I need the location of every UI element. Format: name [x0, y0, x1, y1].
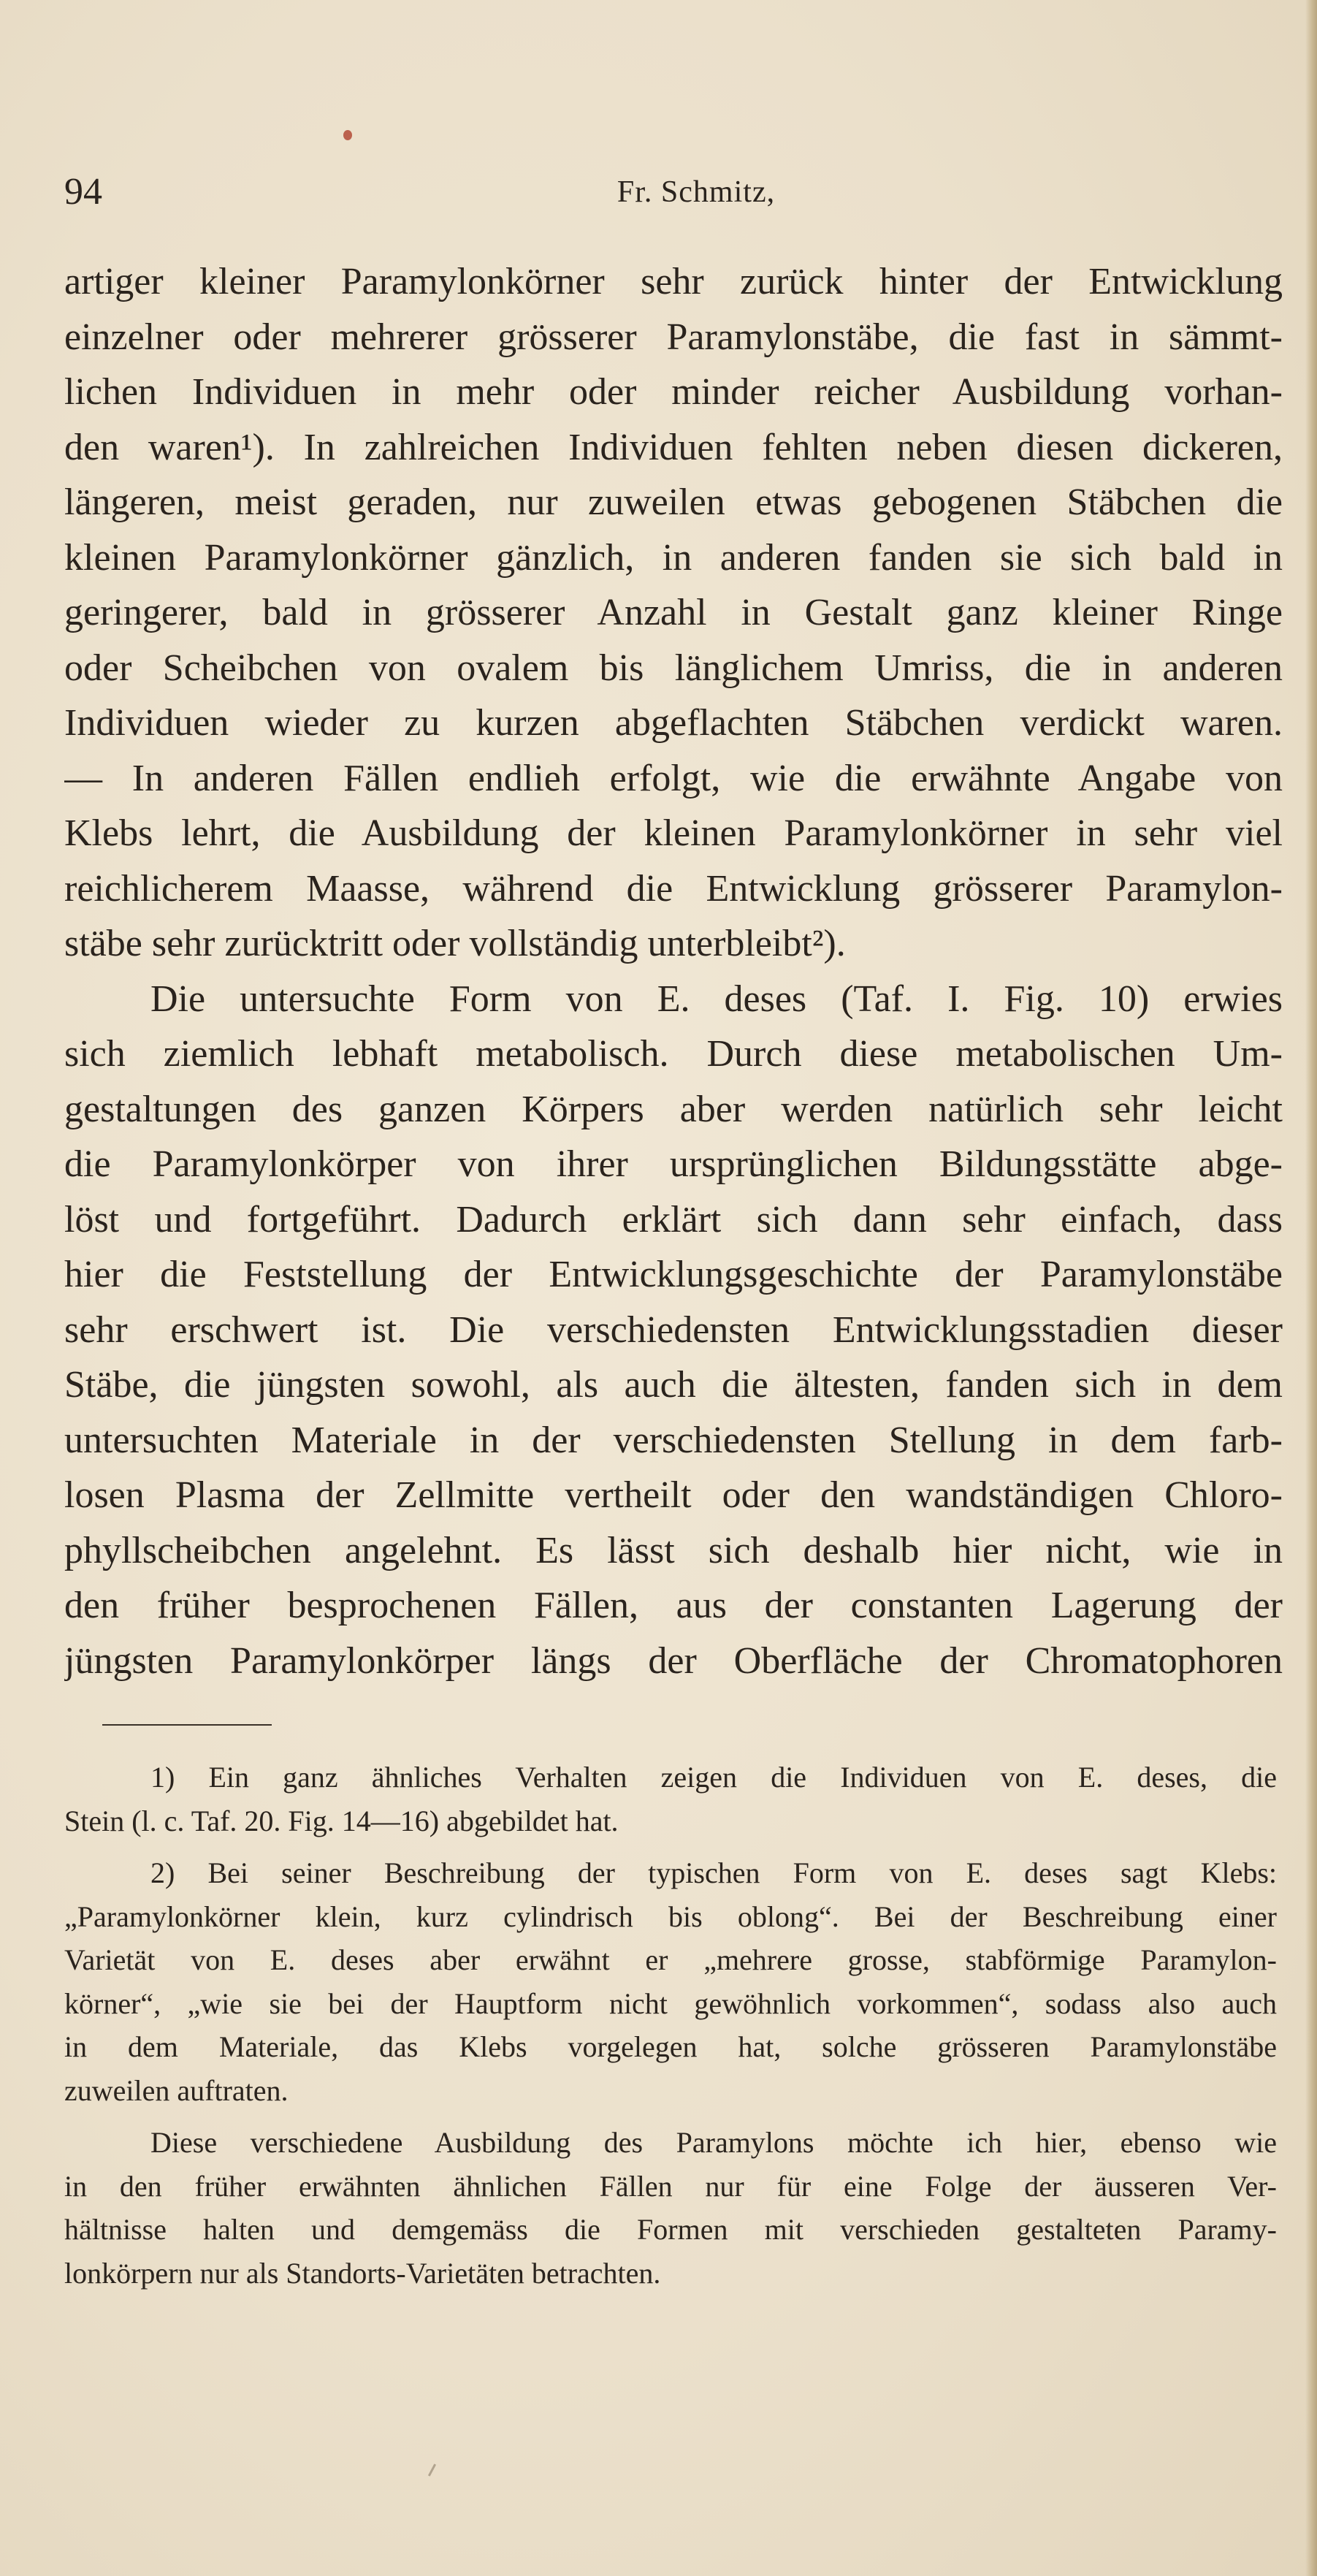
text-line: Stäbe, die jüngsten sowohl, als auch die ältesten, fanden sich in dem	[64, 1364, 1283, 1406]
text-line: oder Scheibchen von ovalem bis länglichem Umriss, die in anderen	[64, 647, 1283, 689]
text-line: längeren, meist geraden, nur zuweilen etwas gebogenen Stäbchen die	[64, 481, 1283, 523]
footnote-divider	[102, 1724, 272, 1726]
text-line: lichen Individuen in mehr oder minder reicher Ausbildung vorhan-	[64, 371, 1283, 413]
text-line: Individuen wieder zu kurzen abgeflachten Stäbchen verdickt waren.	[64, 702, 1283, 744]
text-line: kleinen Paramylonkörner gänzlich, in anderen fanden sie sich bald in	[64, 536, 1283, 579]
text-line: jüngsten Paramylonkörper längs der Oberfläche der Chromatophoren	[64, 1639, 1283, 1682]
text-line: einzelner oder mehrerer grösserer Paramylonstäbe, die fast in sämmt-	[64, 316, 1283, 358]
text-line: löst und fortgeführt. Dadurch erklärt sich dann sehr einfach, dass	[64, 1198, 1283, 1241]
footnote-line: zuweilen auftraten.	[64, 2073, 289, 2107]
page-header	[64, 167, 1284, 218]
text-line: Die untersuchte Form von E. deses (Taf. I. Fig. 10) erwies	[150, 978, 1283, 1020]
text-line: Klebs lehrt, die Ausbildung der kleinen Paramylonkörner in sehr viel	[64, 812, 1283, 854]
text-line: den früher besprochenen Fällen, aus der constanten Lagerung der	[64, 1585, 1283, 1626]
text-line: reichlicherem Maasse, während die Entwicklung grösserer Paramylon-	[64, 867, 1283, 910]
footnote-line: lonkörpern nur als Standorts-Varietäten betrachten.	[64, 2256, 661, 2290]
text-line: geringerer, bald in grösserer Anzahl in Gestalt ganz kleiner Ringe	[64, 592, 1283, 633]
text-line: phyllscheibchen angelehnt. Es lässt sich deshalb hier nicht, wie in	[64, 1529, 1283, 1571]
footnote-line: 1) Ein ganz ähnliches Verhalten zeigen die Individuen von E. deses, die	[150, 1761, 1277, 1794]
footnotes	[64, 1756, 1277, 2295]
text-line: stäbe sehr zurücktritt oder vollständig unterbleibt²).	[64, 923, 846, 964]
footnote-line: Varietät von E. deses aber erwähnt er „mehrere grosse, stabförmige Paramylon-	[64, 1943, 1277, 1976]
text-line: sehr erschwert ist. Die verschiedensten Entwicklungsstadien dieser	[64, 1308, 1283, 1351]
text-line: sich ziemlich lebhaft metabolisch. Durch diese metabolischen Um-	[64, 1033, 1283, 1075]
footnote-line: in den früher erwähnten ähnlichen Fällen nur für eine Folge der äusseren Ver-	[64, 2169, 1277, 2203]
text-line: gestaltungen des ganzen Körpers aber werden natürlich sehr leicht	[64, 1088, 1283, 1130]
text-line: untersuchten Materiale in der verschiedensten Stellung in dem farb-	[64, 1419, 1283, 1461]
running-head: Fr. Schmitz,	[616, 175, 776, 209]
footnote-line: Stein (l. c. Taf. 20. Fig. 14—16) abgebildet hat.	[64, 1804, 619, 1837]
page-edge-shadow	[1305, 0, 1317, 2576]
footnote-line: Diese verschiedene Ausbildung des Paramylons möchte ich hier, ebenso wie	[150, 2126, 1277, 2159]
text-line: den waren¹). In zahlreichen Individuen fehlten neben diesen dickeren,	[64, 426, 1283, 468]
text-line: hier die Feststellung der Entwicklungsgeschichte der Paramylonstäbe	[64, 1254, 1283, 1295]
text-line: losen Plasma der Zellmitte vertheilt oder den wandständigen Chloro-	[64, 1474, 1283, 1516]
pencil-mark	[428, 2463, 436, 2476]
footnote-line: in dem Materiale, das Klebs vorgelegen hat, solche grösseren Paramylonstäbe	[64, 2030, 1277, 2063]
footnote-line: „Paramylonkörner klein, kurz cylindrisch bis oblong“. Bei der Beschreibung einer	[64, 1899, 1277, 1933]
footnote-line: hältnisse halten und demgemäss die Formen mit verschieden gestalteten Paramy-	[64, 2213, 1277, 2246]
page-number: 94	[64, 171, 102, 213]
text-line: — In anderen Fällen endlieh erfolgt, wie die erwähnte Angabe von	[64, 757, 1283, 799]
ink-speck	[343, 130, 352, 140]
main-text	[64, 254, 1283, 1688]
text-line: die Paramylonkörper von ihrer ursprünglichen Bildungsstätte abge-	[64, 1143, 1283, 1185]
text-line: artiger kleiner Paramylonkörner sehr zurück hinter der Entwicklung	[64, 261, 1283, 302]
footnote-line: körner“, „wie sie bei der Hauptform nicht gewöhnlich vorkommen“, sodass also auch	[64, 1986, 1277, 2020]
footnote-line: 2) Bei seiner Beschreibung der typischen Form von E. deses sagt Klebs:	[150, 1856, 1277, 1889]
